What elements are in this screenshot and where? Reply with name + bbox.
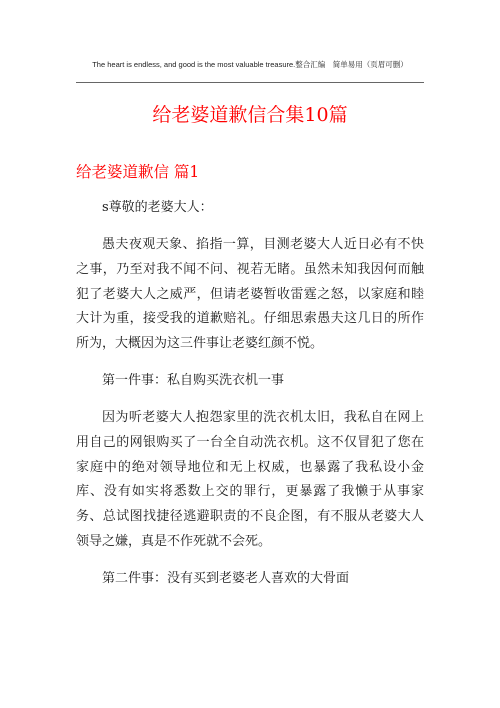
body-paragraph-1: 愚夫夜观天象、掐指一算，目测老婆大人近日必有不快之事，乃至对我不闻不问、视若无睹。虽然未知我因何而触犯了老婆大人之威严，但请老婆暂收雷霆之怒，以家庭和睦大计为重，接受我的道歉赔礼。仔细思索愚夫这几日的所作所为，大概因为这三件事让老婆红颜不悦。 [76,237,424,352]
item-heading-1: 第一件事：私自购买洗衣机一事 [102,373,285,388]
document-title: 给老婆道歉信合集10篇 [152,104,348,126]
body-paragraph-2: 因为听老婆大人抱怨家里的洗衣机太旧，我私自在网上用自己的网银购买了一台全自动洗衣机。这不仅冒犯了您在家庭中的绝对领导地位和无上权威，也暴露了我私设小金库、没有如实将悉数上交的罪行，更暴露了我懒于从事家务、总试图找捷径逃避职责的不良企图，有不服从老婆大人领导之嫌，真是不作死就不会死。 [76,410,424,549]
page-header: The heart is endless, and good is the most valuable treasure.整合汇编 简单易用（页眉可删） [92,60,408,69]
item-heading-2: 第二件事：没有买到老婆老人喜欢的大骨面 [102,571,350,586]
salutation-paragraph: s尊敬的老婆大人： [102,200,213,215]
header-divider [76,82,424,83]
section-heading: 给老婆道歉信 篇1 [76,163,200,181]
